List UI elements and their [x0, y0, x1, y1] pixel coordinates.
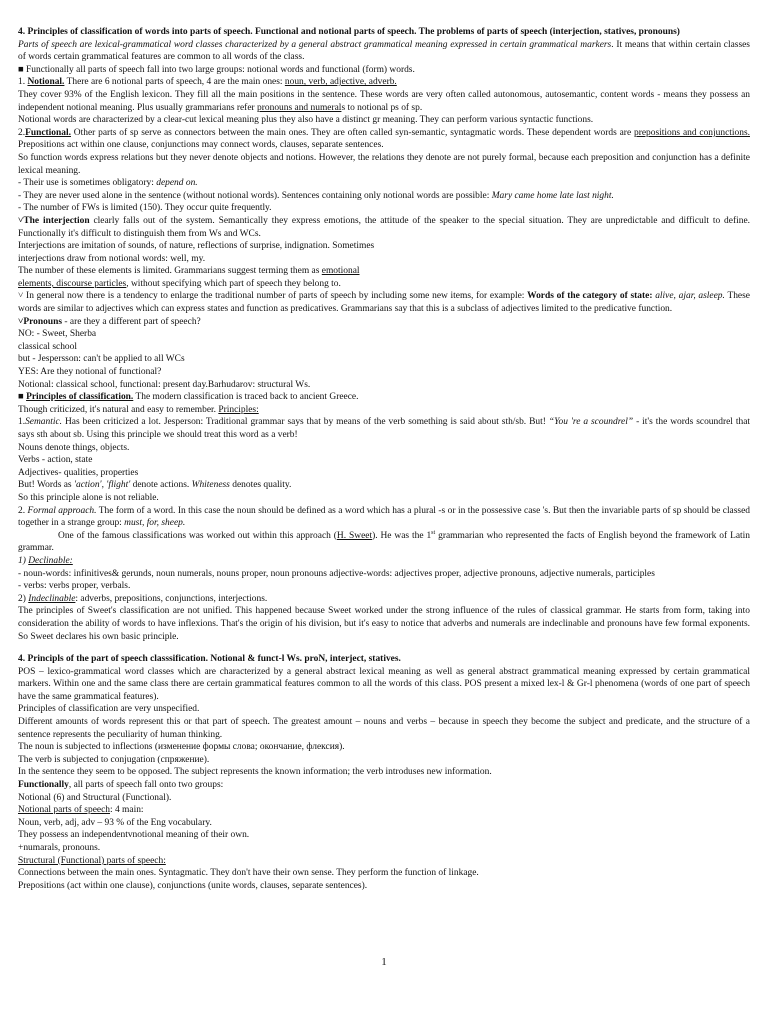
paragraph: [18, 754, 750, 767]
paragraph: [18, 391, 750, 404]
paragraph: [18, 467, 750, 480]
paragraph: [18, 442, 750, 455]
text-run: 2): [18, 593, 29, 604]
text-run: Principles:: [218, 404, 259, 415]
paragraph: [18, 190, 750, 203]
document-section: [18, 26, 750, 643]
text-run: Parts of speech are lexical-grammatical word classes characterized by a general abstract grammatical meaning expressed in certain grammatical markers: [18, 39, 612, 50]
text-run: , all parts of speech fall onto two groups:: [68, 780, 224, 791]
text-run: Different amounts of words represent this or that part of speech. The greatest amount – nouns and verbs – because in speech they become the subject and predicate, and the structure of a sentence represents the peculiarity of human thinking.: [18, 717, 750, 740]
paragraph: [18, 177, 750, 190]
paragraph: [18, 492, 750, 505]
text-run: Declinable:: [28, 555, 73, 566]
paragraph: [18, 89, 750, 114]
text-run: 1): [18, 555, 29, 566]
paragraph: [18, 341, 750, 354]
text-run: Semantic.: [25, 417, 63, 428]
paragraph: [18, 530, 750, 555]
text-run: So function words express relations but they never denote objects and notions. However, the relations they denote are not purely formal, because each preposition and conjunction has a definite lexical meaning.: [18, 152, 750, 176]
text-run: - are they a different part of speech?: [62, 316, 201, 327]
text-run: classical school: [18, 341, 77, 352]
text-run: grammarian who represented the facts of English beyond the framework of Latin grammar.: [18, 530, 751, 554]
paragraph: [18, 328, 750, 341]
paragraph: [18, 716, 750, 741]
text-run: The modern classification is traced back to ancient Greece.: [133, 392, 359, 403]
text-run: The form of a word. In this case the noun should be defined as a word which has a plural -s or in the possessive case 's. But then the invariable parts of sp should be classed together in a strange group:: [18, 505, 751, 529]
paragraph: [18, 555, 750, 568]
text-run: clearly falls out of the system. Semantically they express emotions, the attitude of the speaker to the special situation. They are unpredictable and difficult to define. Functionally it's difficult to distinguish them from Ws and WCs.: [18, 215, 750, 239]
paragraph: [18, 379, 750, 392]
text-run: elements, discourse particles: [18, 278, 127, 289]
text-run: Has been criticized a lot. Jesperson: Traditional grammar says that by means of the verb something is said about sth/sb. But!: [62, 417, 549, 428]
text-run: Verbs - action, state: [18, 455, 93, 466]
paragraph: [18, 568, 750, 581]
paragraph: [18, 316, 750, 329]
text-run: Connections between the main ones. Syntagmatic. They don't have their own sense. They perform the function of linkage.: [18, 868, 479, 879]
text-run: emotional: [321, 266, 360, 277]
text-run: denotes quality.: [229, 480, 292, 491]
text-run: Prepositions (act within one clause), conjunctions (unite words, clauses, separate sentences).: [18, 880, 368, 891]
text-run: 2.: [18, 505, 28, 516]
text-run: It means that within certain classes of words certain grammatical features are common to all words of the class.: [18, 39, 750, 63]
paragraph: [18, 127, 750, 152]
text-run: The principles of Sweet's classification are not unified. This happened because Sweet worked under the strong influence of the rules of classical grammar. He starts from form, taking into consideration the ability of words to have inflexions. That's the origin of his division, but it's easy to notice that adverbs and numerals are indeclinable and pronouns have few formal exponents. So Sweet declares his own basic principle.: [18, 606, 750, 642]
text-run: 'action', 'flight': [73, 480, 131, 491]
paragraph: [18, 817, 750, 830]
text-run: but - Jespersson: can't be applied to all WCs: [18, 354, 185, 365]
text-run: In the sentence they seem to be opposed. The subject represents the known information; the verb introduses new information.: [18, 767, 492, 778]
text-run: ). He was the 1: [372, 530, 432, 541]
paragraph: [18, 416, 750, 441]
document-section: [18, 653, 750, 892]
text-run: 2.: [18, 127, 26, 138]
text-run: Notional (6) and Structural (Functional).: [18, 792, 172, 803]
paragraph: [18, 152, 750, 177]
text-run: Functionally: [18, 780, 69, 791]
text-run: They cover 93% of the English lexicon. They fill all the main positions in the sentence. These words are very often called autonomous, autosemantic, content words - means they possess an independent notional meaning. Plus usually grammarians refer: [18, 89, 750, 113]
paragraph: [18, 290, 750, 315]
paragraph: [18, 593, 750, 606]
text-run: Indeclinable: [28, 593, 76, 604]
text-run: Principles of classification.: [26, 392, 134, 403]
paragraph: [18, 479, 750, 492]
paragraph: [18, 39, 750, 64]
section-heading: [18, 653, 750, 666]
text-run: Interjections are imitation of sounds, of nature, reflections of surprise, indignation. Sometimes: [18, 241, 375, 252]
paragraph: [18, 278, 750, 291]
text-run: - it's the words scoundrel that says sth about sb. Using this principle we should treat this word as a verb!: [18, 417, 751, 440]
paragraph: [18, 855, 750, 868]
text-run: +numarals, pronouns.: [18, 843, 101, 853]
text-run: Principles of classification are very unspecified.: [18, 704, 200, 715]
paragraph: [18, 766, 750, 779]
text-run: YES: Are they notional of functional?: [18, 367, 162, 378]
text-run: - They are never used alone in the sentence (without notional words). Sentences containing only notional words are possible:: [18, 190, 492, 201]
paragraph: [18, 867, 750, 880]
text-run: Functional.: [25, 127, 71, 138]
paragraph: [18, 505, 750, 530]
text-run: interjections draw from notional words: well, my.: [18, 253, 206, 264]
text-run: There are 6 notional parts of speech, 4 are the main ones:: [64, 77, 285, 88]
text-run: NO: - Sweet, Sherba: [18, 329, 97, 340]
text-run: But! Words as: [18, 480, 74, 491]
paragraph: [18, 240, 750, 253]
text-run: 4. Principls of the part of speech classsification. Notional & funct-l Ws. proN, interject, statives.: [18, 654, 401, 665]
paragraph: [18, 829, 750, 842]
text-run: ˅Pronouns: [18, 316, 63, 327]
text-run: Nouns denote things, objects.: [18, 442, 130, 453]
text-run: denote actions.: [130, 480, 192, 491]
text-run: : adverbs, prepositions, conjunctions, interjections.: [75, 593, 268, 604]
text-run: Structural (Functional) parts of speech:: [18, 855, 166, 866]
text-run: One of the famous classifications was worked out within this approach (: [58, 530, 337, 541]
paragraph: [18, 666, 750, 704]
text-run: Adjectives- qualities, properties: [18, 467, 139, 478]
paragraph: [18, 215, 750, 240]
paragraph: [18, 842, 750, 855]
text-run: “You 're a scoundrel”: [548, 417, 634, 428]
text-run: Mary came home late last night.: [491, 190, 614, 201]
text-run: - noun-words: infinitives& gerunds, noun numerals, nouns proper, noun pronouns adjective-words: adjectives proper, adjective pronouns, adjective numerals, participles: [18, 568, 655, 579]
paragraph: [18, 366, 750, 379]
paragraph: [18, 605, 750, 643]
section-heading: [18, 26, 750, 39]
text-run: alive, ajar, asleep.: [655, 291, 725, 302]
paragraph: [18, 353, 750, 366]
paragraph: [18, 580, 750, 593]
text-run: Words of the category of state:: [527, 291, 656, 302]
text-run: , without specifying which part of speech they belong to.: [126, 278, 341, 289]
paragraph: [18, 114, 750, 127]
text-run: 1.: [18, 417, 26, 428]
paragraph: [18, 454, 750, 467]
text-run: Whiteness: [191, 480, 230, 491]
text-run: Notional.: [27, 77, 65, 88]
text-run: They possess an independentvnotional meaning of their own.: [18, 830, 250, 841]
paragraph: [18, 64, 750, 77]
text-run: : 4 main:: [110, 805, 144, 816]
paragraph: [18, 880, 750, 893]
paragraph: [18, 76, 750, 89]
text-run: - Their use is sometimes obligatory:: [18, 178, 157, 189]
text-run: - The number of FWs is limited (150). They occur quite frequently.: [18, 203, 272, 214]
text-run: s to notional ps of sp.: [341, 102, 423, 113]
text-run: So this principle alone is not reliable.: [18, 492, 159, 503]
text-run: Noun, verb, adj, adv – 93 % of the Eng vocabulary.: [18, 817, 212, 828]
text-run: 1.: [18, 77, 28, 88]
document-body: [18, 26, 750, 892]
paragraph: [18, 703, 750, 716]
text-run: The verb is subjected to conjugation (спряжение).: [18, 754, 210, 765]
text-run: Though criticized, it's natural and easy to remember.: [18, 404, 219, 415]
text-run: ■ Functionally all parts of speech fall into two large groups: notional words and functional (form) words.: [18, 64, 415, 75]
text-run: ■: [18, 392, 27, 403]
paragraph: [18, 253, 750, 266]
text-run: must, for, sheep.: [124, 518, 186, 529]
text-run: Other parts of sp serve as connectors between the main ones. They are often called syn-semantic, syntagmatic words. These dependent words are: [70, 127, 634, 138]
paragraph: [18, 265, 750, 278]
text-run: depend on.: [156, 178, 198, 189]
text-run: These words are similar to adjectives which can express states and function as predicatives. Grammarians say that this is a subclass of adjectives limited to the predicative function.: [18, 291, 750, 315]
text-run: prepositions and conjunctions.: [633, 127, 750, 138]
paragraph: [18, 404, 750, 417]
text-run: 4. Principles of classification of words into parts of speech. Functional and notional parts of speech. The problems of parts of speech (interjection, statives, pronouns): [18, 27, 680, 37]
text-run: Prepositions act within one clause, conjunctions may connect words, clauses, separate sentences.: [18, 140, 384, 151]
text-run: noun, verb, adjective, adverb.: [284, 77, 397, 88]
text-run: - verbs: verbs proper, verbals.: [18, 581, 131, 592]
text-run: st: [431, 529, 436, 536]
text-run: pronouns and numeral: [257, 102, 342, 113]
paragraph: [18, 202, 750, 215]
text-run: Notional words are characterized by a clear-cut lexical meaning plus they also have a distinct gr meaning. They can perform various syntactic functions.: [18, 115, 594, 126]
paragraph: [18, 779, 750, 792]
text-run: Notional parts of speech: [18, 805, 110, 816]
text-run: Formal approach.: [27, 505, 97, 516]
text-run: The noun is subjected to inflections (изменение формы слова; окончание, флексия).: [18, 742, 345, 753]
text-run: Notional: classical school, functional: present day.Barhudarov: structural Ws.: [18, 379, 311, 390]
text-run: ˅The interjection: [18, 215, 90, 226]
page-number: 1: [381, 956, 387, 968]
text-run: ˅ In general now there is a tendency to enlarge the traditional number of parts of speech by including some new items, for example:: [18, 291, 528, 302]
paragraph: [18, 792, 750, 805]
text-run: The number of these elements is limited. Grammarians suggest terming them as: [18, 266, 322, 277]
text-run: POS – lexico-grammatical word classes which are characterized by a general abstract lexical meaning as well as general abstract grammatical meaning expressed by certain grammatical markers. Within one and the same class there are certain grammatical features common to all the words of this class. POS present a mixed lex-l & Gr-l phenomena (words of one part of speech have the same grammatical features).: [18, 666, 750, 702]
paragraph: [18, 741, 750, 754]
text-run: H. Sweet: [336, 530, 373, 541]
text-run: .: [611, 39, 614, 50]
paragraph: [18, 804, 750, 817]
